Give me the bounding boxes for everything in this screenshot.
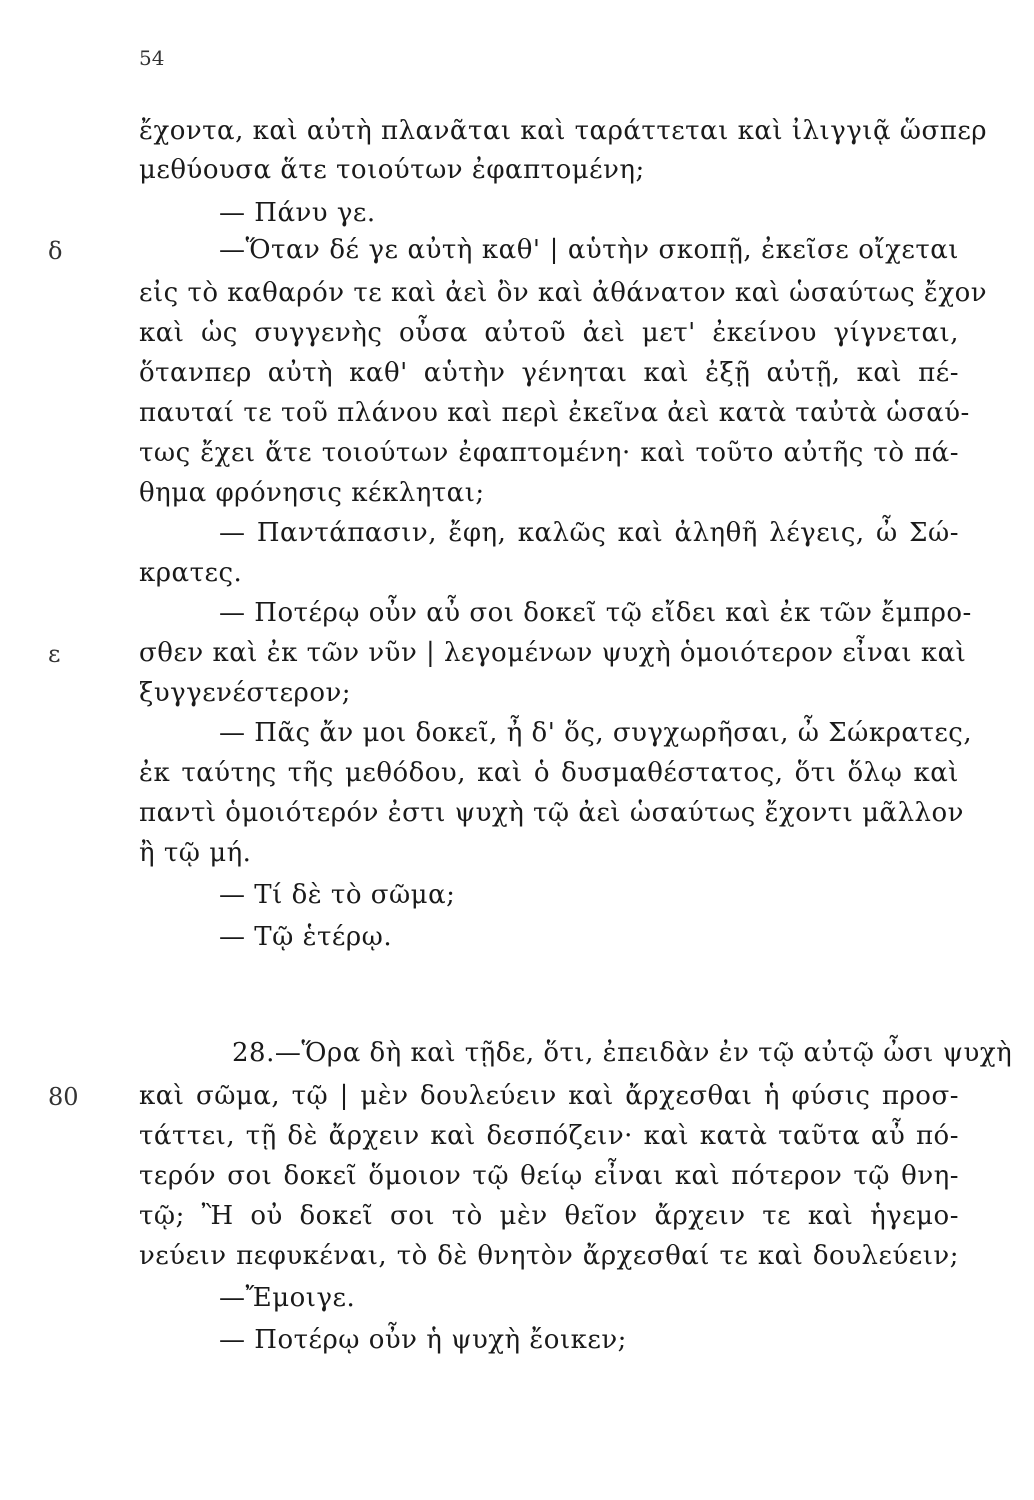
text-line: — Παντάπασιν, ἔφη, καλῶς καὶ ἀληθῆ λέγεις, ὦ Σώ- xyxy=(219,518,959,548)
text-line: — Τῷ ἑτέρῳ. xyxy=(219,922,393,952)
text-line: — Ποτέρῳ οὖν ἡ ψυχὴ ἔοικεν; xyxy=(219,1325,627,1355)
margin-mark-d: δ xyxy=(48,237,63,265)
text-line: κρατες. xyxy=(139,558,243,588)
text-line: μεθύουσα ἅτε τοιούτων ἐφαπτομένη; xyxy=(139,155,645,185)
text-line: καὶ ὡς συγγενὴς οὖσα αὐτοῦ ἀεὶ μετ' ἐκείνου γίγνεται, xyxy=(139,318,959,348)
text-line: ἐκ ταύτης τῆς μεθόδου, καὶ ὁ δυσμαθέστατος, ὅτι ὅλῳ καὶ xyxy=(139,758,959,788)
text-line: — Τί δὲ τὸ σῶμα; xyxy=(219,880,456,910)
section-heading-line: 28.—Ὅρα δὴ καὶ τῇδε, ὅτι, ἐπειδὰν ἐν τῷ αὐτῷ ὦσι ψυχὴ xyxy=(232,1038,1013,1068)
text-line: θημα φρόνησις κέκληται; xyxy=(139,478,485,508)
text-line: τῷ; Ἢ οὐ δοκεῖ σοι τὸ μὲν θεῖον ἄρχειν τε καὶ ἡγεμο- xyxy=(139,1201,959,1231)
text-line: — Πάνυ γε. xyxy=(219,198,376,228)
text-line: παυταί τε τοῦ πλάνου καὶ περὶ ἐκεῖνα ἀεὶ κατὰ ταὐτὰ ὡσαύ- xyxy=(139,398,970,428)
text-line: σθεν καὶ ἐκ τῶν νῦν | λεγομένων ψυχὴ ὁμοιότερον εἶναι καὶ xyxy=(139,638,967,668)
text-line: — Ποτέρῳ οὖν αὖ σοι δοκεῖ τῷ εἴδει καὶ ἐκ τῶν ἔμπρο- xyxy=(219,598,972,628)
margin-mark-e: ε xyxy=(48,640,61,668)
text-line: καὶ σῶμα, τῷ | μὲν δουλεύειν καὶ ἄρχεσθαι ἡ φύσις προσ- xyxy=(139,1081,959,1111)
text-line: — Πᾶς ἄν μοι δοκεῖ, ἦ δ' ὅς, συγχωρῆσαι, ὦ Σώκρατες, xyxy=(219,718,973,748)
text-line: τάττει, τῇ δὲ ἄρχειν καὶ δεσπόζειν· καὶ κατὰ ταῦτα αὖ πό- xyxy=(139,1121,959,1151)
text-line: τερόν σοι δοκεῖ ὅμοιον τῷ θείῳ εἶναι καὶ πότερον τῷ θνη- xyxy=(139,1161,959,1191)
text-line: —Ἔμοιγε. xyxy=(219,1283,356,1313)
page-number: 54 xyxy=(139,46,165,70)
text-line: ἢ τῷ μή. xyxy=(139,838,252,868)
text-line: νεύειν πεφυκέναι, τὸ δὲ θνητὸν ἄρχεσθαί τε καὶ δουλεύειν; xyxy=(139,1241,959,1271)
text-line: εἰς τὸ καθαρόν τε καὶ ἀεὶ ὂν καὶ ἀθάνατον καὶ ὡσαύτως ἔχον xyxy=(139,278,988,308)
text-line: ξυγγενέστερον; xyxy=(139,678,352,708)
margin-mark-80: 80 xyxy=(48,1083,79,1111)
text-line: ὅτανπερ αὐτὴ καθ' αὑτὴν γένηται καὶ ἐξῇ αὐτῇ, καὶ πέ- xyxy=(139,358,959,388)
text-line: παντὶ ὁμοιότερόν ἐστι ψυχὴ τῷ ἀεὶ ὡσαύτως ἔχοντι μᾶλλον xyxy=(139,798,964,828)
text-line: τως ἔχει ἅτε τοιούτων ἐφαπτομένη· καὶ τοῦτο αὐτῆς τὸ πά- xyxy=(139,438,959,468)
text-line: ἔχοντα, καὶ αὐτὴ πλανᾶται καὶ ταράττεται καὶ ἰλιγγιᾷ ὥσπερ xyxy=(139,116,988,146)
text-line: —Ὅταν δέ γε αὐτὴ καθ' | αὑτὴν σκοπῇ, ἐκεῖσε οἴχεται xyxy=(219,235,959,265)
